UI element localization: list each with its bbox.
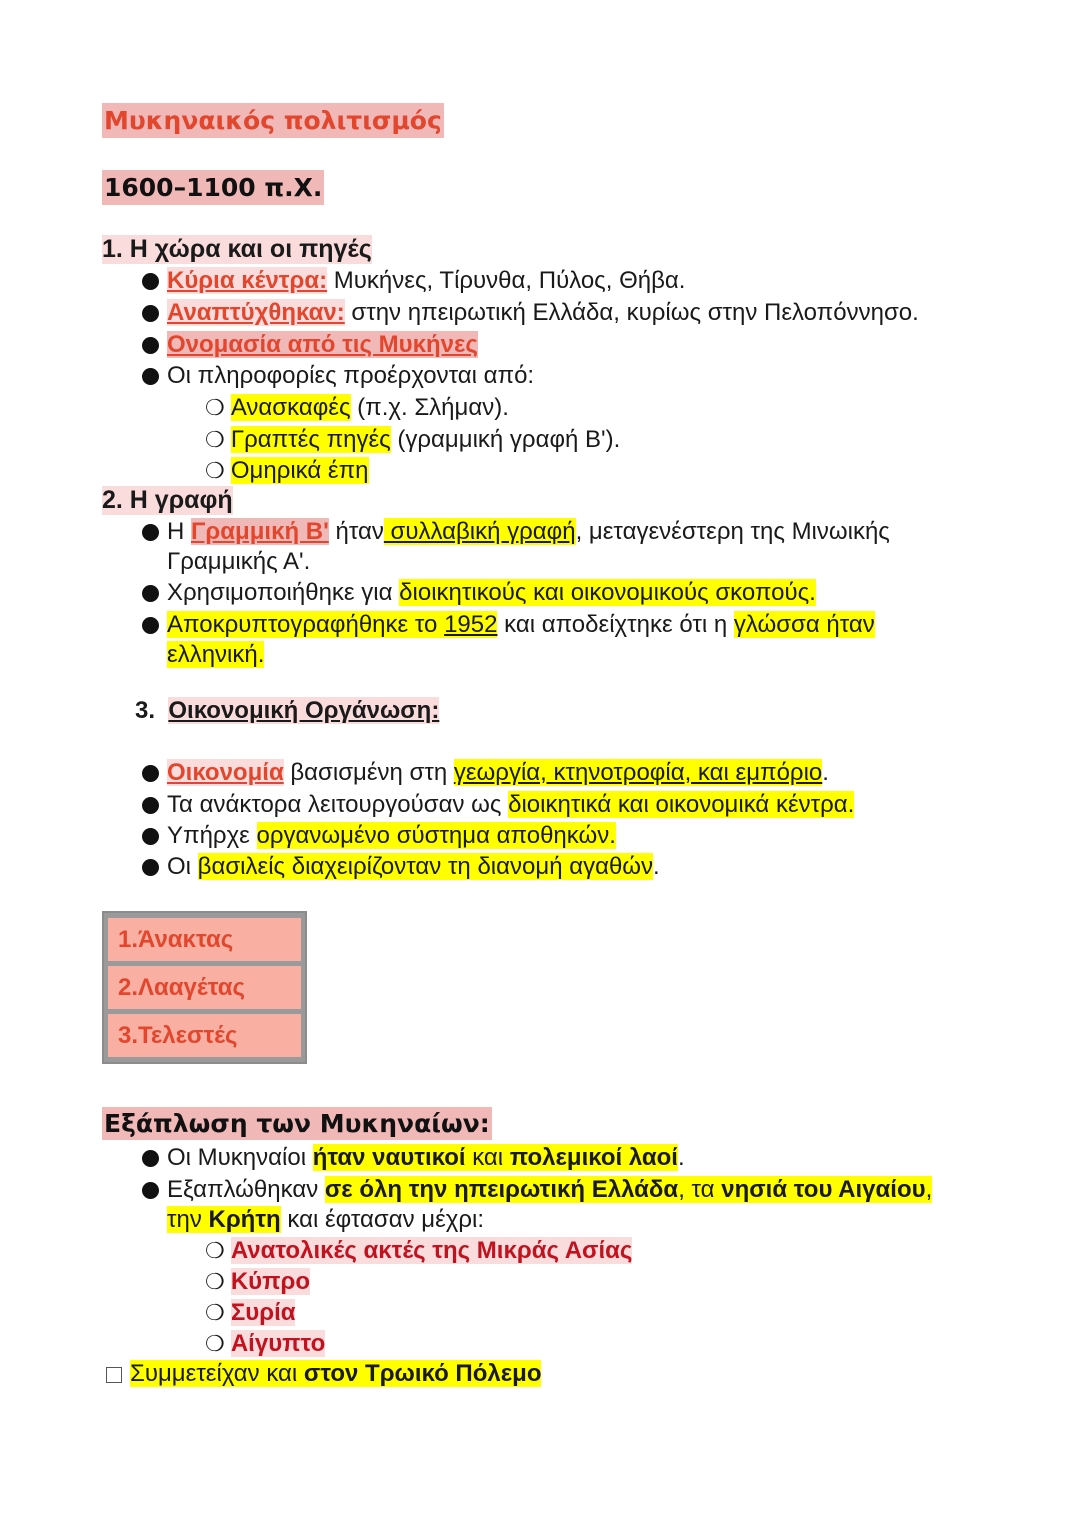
section-2-heading: 2. Η γραφή [102,486,233,514]
circle-bullet-icon: ❍ [205,1238,231,1263]
list-item: Η Γραμμική Β' ήταν συλλαβική γραφή, μεταγενέστερη της Μινωικής [167,518,890,545]
bullet-icon [142,585,159,602]
bullet-icon [142,305,159,322]
sub-list-item: ❍ Αίγυπτο [205,1330,326,1357]
section-3-heading: 3. Οικονομική Οργάνωση: [135,697,440,724]
sub-list-item: ❍ Κύπρο [205,1268,311,1295]
list-item-continued: ελληνική. [167,641,265,668]
list-item: Υπήρχε οργανωμένο σύστημα αποθηκών. [167,822,616,849]
sub-list-item: ❍ Ομηρικά έπη [205,457,369,484]
list-item-continued: Γραμμικής Α'. [167,548,311,575]
bullet-icon [142,273,159,290]
list-item: Εξαπλώθηκαν σε όλη την ηπειρωτική Ελλάδα, τα νησιά του Αιγαίου, [167,1176,933,1203]
list-item: Αναπτύχθηκαν: στην ηπειρωτική Ελλάδα, κυρίως στην Πελοπόννησο. [167,299,919,326]
sub-list-item: ❍ Ανατολικές ακτές της Μικράς Ασίας [205,1237,633,1264]
list-item: Οι πληροφορίες προέρχονται από: [167,362,535,389]
list-item: Κύρια κέντρα: Μυκήνες, Τίρυνθα, Πύλος, Θήβα. [167,267,686,294]
bullet-icon [142,617,159,634]
page-title: Μυκηναικός πολιτισμός [102,103,444,138]
list-item: Ονομασία από τις Μυκήνες [167,331,478,358]
sub-list-item: ❍ Ανασκαφές (π.χ. Σλήμαν). [205,394,509,421]
rank-cell: 1.Άνακτας [106,916,303,963]
date-range: 1600–1100 π.Χ. [102,170,324,205]
list-item: Τα ανάκτορα λειτουργούσαν ως διοικητικά και οικονομικά κέντρα. [167,791,855,818]
rank-cell: 3.Τελεστές [106,1012,303,1059]
bullet-icon [142,337,159,354]
rank-cell: 2.Λααγέτας [106,964,303,1011]
list-item-continued: την Κρήτη και έφτασαν μέχρι: [167,1206,485,1233]
section-1-heading: 1. Η χώρα και οι πηγές [102,235,372,263]
circle-bullet-icon: ❍ [205,1269,231,1294]
rank-table [102,911,307,1064]
checkbox-icon [106,1367,122,1383]
list-item: Αποκρυπτογραφήθηκε το 1952 και αποδείχτηκε ότι η γλώσσα ήταν [167,611,875,638]
bullet-icon [142,1150,159,1167]
bullet-icon [142,828,159,845]
list-item: Οικονομία βασισμένη στη γεωργία, κτηνοτροφία, και εμπόριο. [167,759,829,786]
list-item: Συμμετείχαν και στον Τρωικό Πόλεμο [130,1360,542,1387]
bullet-icon [142,797,159,814]
bullet-icon [142,368,159,385]
circle-bullet-icon: ❍ [205,1300,231,1325]
bullet-icon [142,765,159,782]
circle-bullet-icon: ❍ [205,458,231,483]
list-item: Οι βασιλείς διαχειρίζονταν τη διανομή αγαθών. [167,853,660,880]
circle-bullet-icon: ❍ [205,1331,231,1356]
circle-bullet-icon: ❍ [205,395,231,420]
list-item: Χρησιμοποιήθηκε για διοικητικούς και οικονομικούς σκοπούς. [167,579,816,606]
bullet-icon [142,524,159,541]
bullet-icon [142,859,159,876]
bullet-icon [142,1182,159,1199]
expansion-heading: Εξάπλωση των Μυκηναίων: [104,1109,490,1138]
circle-bullet-icon: ❍ [205,427,231,452]
sub-list-item: ❍ Συρία [205,1299,296,1326]
list-item: Οι Μυκηναίοι ήταν ναυτικοί και πολεμικοί λαοί. [167,1144,685,1171]
sub-list-item: ❍ Γραπτές πηγές (γραμμική γραφή Β'). [205,426,621,453]
